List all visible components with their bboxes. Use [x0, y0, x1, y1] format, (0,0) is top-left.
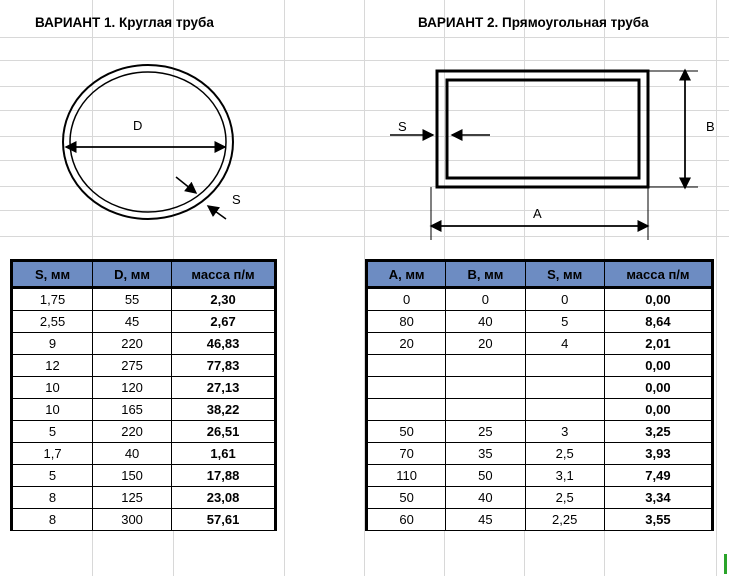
- table-row: [367, 509, 713, 531]
- cell[interactable]: 8: [12, 487, 93, 509]
- cell[interactable]: 2,01: [604, 333, 712, 355]
- label-a: A: [533, 206, 542, 221]
- variant1-title: ВАРИАНТ 1. Круглая труба: [35, 15, 214, 30]
- s-arrow-outer: [176, 177, 196, 193]
- cell[interactable]: 50: [367, 421, 446, 443]
- cell[interactable]: [525, 399, 604, 421]
- table-row: [12, 487, 276, 509]
- header-mass: масса п/м: [172, 261, 276, 288]
- cell[interactable]: [525, 377, 604, 399]
- cell[interactable]: [367, 355, 446, 377]
- s-arrow-inner: [208, 206, 226, 219]
- header-mass: масса п/м: [604, 261, 712, 288]
- cell[interactable]: 2,55: [12, 311, 93, 333]
- header-d: D, мм: [93, 261, 172, 288]
- cell[interactable]: [446, 377, 525, 399]
- cell[interactable]: 3: [525, 421, 604, 443]
- cell[interactable]: 3,1: [525, 465, 604, 487]
- cell[interactable]: 45: [446, 509, 525, 531]
- cell[interactable]: 20: [446, 333, 525, 355]
- outer-circle: [63, 65, 233, 219]
- table-header-row: [367, 261, 713, 288]
- cell[interactable]: 7,49: [604, 465, 712, 487]
- cell[interactable]: 125: [93, 487, 172, 509]
- variant2-title: ВАРИАНТ 2. Прямоугольная труба: [418, 15, 649, 30]
- table-row: [367, 421, 713, 443]
- table-row: [12, 509, 276, 531]
- cell[interactable]: 300: [93, 509, 172, 531]
- table-row: [12, 288, 276, 311]
- table-row: [367, 311, 713, 333]
- cell[interactable]: [446, 355, 525, 377]
- cell[interactable]: 46,83: [172, 333, 276, 355]
- inner-rect: [447, 80, 639, 178]
- cell[interactable]: 5: [12, 465, 93, 487]
- table-header-row: [12, 261, 276, 288]
- table-row: [367, 443, 713, 465]
- cell[interactable]: [367, 377, 446, 399]
- cell[interactable]: 3,93: [604, 443, 712, 465]
- round-pipe-table: [10, 259, 277, 531]
- round-pipe-diagram: [0, 0, 729, 260]
- cell[interactable]: 57,61: [172, 509, 276, 531]
- cell[interactable]: 50: [446, 465, 525, 487]
- cell[interactable]: 110: [367, 465, 446, 487]
- table-row: [12, 399, 276, 421]
- cell[interactable]: 20: [367, 333, 446, 355]
- cell[interactable]: 120: [93, 377, 172, 399]
- cell[interactable]: 150: [93, 465, 172, 487]
- table-row: [12, 311, 276, 333]
- cell[interactable]: 17,88: [172, 465, 276, 487]
- table-row: [12, 421, 276, 443]
- cell[interactable]: 0,00: [604, 399, 712, 421]
- cell[interactable]: 8,64: [604, 311, 712, 333]
- header-s: S, мм: [525, 261, 604, 288]
- cell[interactable]: 220: [93, 421, 172, 443]
- header-s: S, мм: [12, 261, 93, 288]
- cell[interactable]: 2,5: [525, 443, 604, 465]
- cell[interactable]: 27,13: [172, 377, 276, 399]
- table-row: [12, 377, 276, 399]
- cell[interactable]: 165: [93, 399, 172, 421]
- cell[interactable]: 23,08: [172, 487, 276, 509]
- cell[interactable]: 2,25: [525, 509, 604, 531]
- cell[interactable]: 0: [367, 288, 446, 311]
- table-row: [367, 399, 713, 421]
- cell[interactable]: 45: [93, 311, 172, 333]
- cell[interactable]: [367, 399, 446, 421]
- cell[interactable]: 220: [93, 333, 172, 355]
- cell[interactable]: 12: [12, 355, 93, 377]
- cell[interactable]: 70: [367, 443, 446, 465]
- table-row: [367, 288, 713, 311]
- cell[interactable]: [446, 399, 525, 421]
- cell[interactable]: 0: [525, 288, 604, 311]
- cell[interactable]: 4: [525, 333, 604, 355]
- cell[interactable]: 2,5: [525, 487, 604, 509]
- cell[interactable]: 1,75: [12, 288, 93, 311]
- header-b: B, мм: [446, 261, 525, 288]
- cell[interactable]: 77,83: [172, 355, 276, 377]
- cell[interactable]: 60: [367, 509, 446, 531]
- table-row: [12, 443, 276, 465]
- cell[interactable]: 40: [446, 487, 525, 509]
- cell[interactable]: 40: [93, 443, 172, 465]
- table-row: [12, 333, 276, 355]
- label-d: D: [133, 118, 143, 133]
- cell[interactable]: 3,55: [604, 509, 712, 531]
- cell[interactable]: 80: [367, 311, 446, 333]
- cell[interactable]: 0,00: [604, 377, 712, 399]
- cell[interactable]: 38,22: [172, 399, 276, 421]
- cell[interactable]: 0: [446, 288, 525, 311]
- cell[interactable]: 9: [12, 333, 93, 355]
- cell[interactable]: 8: [12, 509, 93, 531]
- table-row: [367, 487, 713, 509]
- label-b: B: [706, 119, 715, 134]
- cell[interactable]: 1,7: [12, 443, 93, 465]
- cell[interactable]: 3,25: [604, 421, 712, 443]
- label-s-rect: S: [398, 119, 407, 134]
- cell[interactable]: 2,30: [172, 288, 276, 311]
- rect-pipe-table: [365, 259, 714, 531]
- table-row: [12, 465, 276, 487]
- cell[interactable]: 275: [93, 355, 172, 377]
- cell[interactable]: 1,61: [172, 443, 276, 465]
- cell[interactable]: 35: [446, 443, 525, 465]
- cell[interactable]: 25: [446, 421, 525, 443]
- cell[interactable]: 0,00: [604, 288, 712, 311]
- cell[interactable]: 55: [93, 288, 172, 311]
- cell[interactable]: 40: [446, 311, 525, 333]
- cell[interactable]: 3,34: [604, 487, 712, 509]
- cell[interactable]: 0,00: [604, 355, 712, 377]
- table-row: [367, 465, 713, 487]
- cell-selection-marker: [724, 554, 727, 574]
- inner-circle: [70, 72, 226, 212]
- header-a: A, мм: [367, 261, 446, 288]
- cell[interactable]: 5: [525, 311, 604, 333]
- label-s-round: S: [232, 192, 241, 207]
- cell[interactable]: 50: [367, 487, 446, 509]
- table-row: [12, 355, 276, 377]
- table-row: [367, 377, 713, 399]
- cell[interactable]: 26,51: [172, 421, 276, 443]
- cell[interactable]: 10: [12, 377, 93, 399]
- cell[interactable]: [525, 355, 604, 377]
- cell[interactable]: 10: [12, 399, 93, 421]
- cell[interactable]: 2,67: [172, 311, 276, 333]
- table-row: [367, 355, 713, 377]
- outer-rect: [437, 71, 648, 187]
- cell[interactable]: 5: [12, 421, 93, 443]
- table-row: [367, 333, 713, 355]
